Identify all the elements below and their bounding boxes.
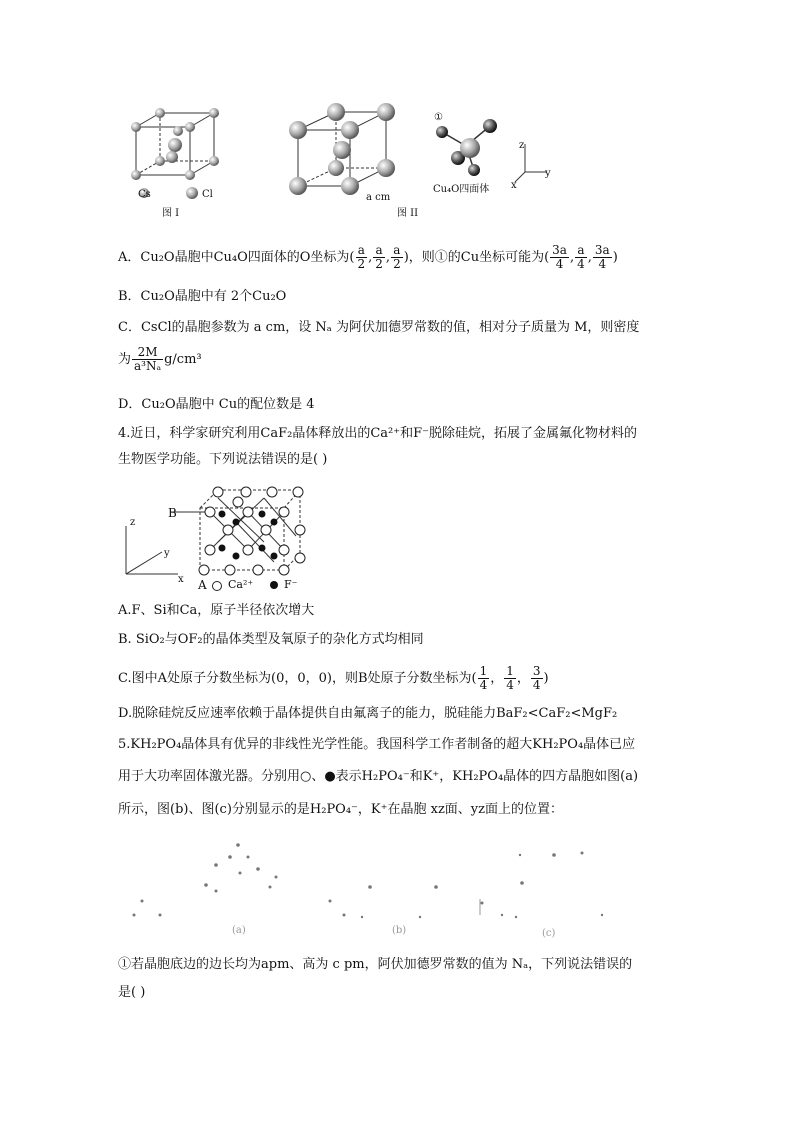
- q4-option-b: B. SiO₂与OF₂的晶体类型及氧原子的杂化方式均相同: [118, 632, 424, 647]
- cu2o-unit-cell-figure: [280, 98, 410, 208]
- q3-option-d: D．Cu₂O晶胞中 Cu的配位数是 4: [118, 397, 315, 412]
- figure-c-caption: (c): [542, 928, 556, 939]
- q5-line3: 所示，图(b)、图(c)分别显示的是H₂PO₄⁻，K⁺在晶胞 xz面、yz面上的位置：: [118, 802, 563, 817]
- f-legend-marker: [270, 581, 278, 589]
- axis-y-label: y: [545, 168, 551, 179]
- figure-b-caption: (b): [392, 925, 407, 936]
- f-legend-label: F⁻: [284, 578, 298, 591]
- axis-x-label: x: [511, 180, 517, 191]
- edge-length-label: a cm: [366, 192, 391, 203]
- tetrahedron-caption: Cu₄O四面体: [433, 184, 490, 195]
- q4-option-d: D.脱除硅烷反应速率依赖于晶体提供自由氟离子的能力，脱硅能力BaF₂<CaF₂<MgF₂: [118, 706, 618, 721]
- cs-legend-label: Cs: [138, 189, 151, 200]
- q3-option-a: A．Cu₂O晶胞中Cu₄O四面体的O坐标为( $\frac{a}{2}$ , $\frac{a}{2}$ , $\frac{a}{2}$ )，则①的Cu坐标可能为( $\frac{3a}{4}$ , $\frac{a}{4}$ , $\frac{3a}{4}$ ): [118, 243, 618, 271]
- cscl-unit-cell-figure: [120, 105, 230, 220]
- caf2-label-b: B: [168, 506, 177, 520]
- q4-stem-line2: 生物医学功能。下列说法错误的是( ): [118, 452, 328, 467]
- q4-option-a: A.F、Si和Ca，原子半径依次增大: [118, 603, 315, 618]
- caf2-axis-y: y: [164, 548, 170, 559]
- q3-option-c-line1: C．CsCl的晶胞参数为 a cm，设 Nₐ 为阿伏加德罗常数的值，相对分子质量为 M，则密度: [118, 320, 640, 335]
- q5-sub-line2: 是( ): [118, 985, 146, 1000]
- q3-option-c-line2: 为 $\frac{2M}{\text{a³Nₐ}}$ g/cm³: [118, 345, 202, 373]
- q5-line1: 5.KH₂PO₄晶体具有优异的非线性光学性能。我国科学工作者制备的超大KH₂PO₄晶体已应: [118, 737, 636, 752]
- q3-option-b: B．Cu₂O晶胞中有 2个Cu₂O: [118, 289, 287, 304]
- circled-marker-label: ①: [434, 112, 443, 123]
- q5-line2: 用于大功率固体激光器。分别用○、●表示H₂PO₄⁻和K⁺，KH₂PO₄晶体的四方晶胞如图(a): [118, 769, 639, 784]
- caf2-label-a: A: [198, 578, 207, 592]
- figure-2-caption: 图 II: [397, 208, 419, 219]
- caf2-axis-z: z: [130, 517, 136, 528]
- ca-legend-label: Ca²⁺: [228, 578, 254, 591]
- q4-option-c: C.图中A处原子分数坐标为(0，0，0)，则B处原子分数坐标为( $\frac{1}{4}$ ， $\frac{1}{4}$ ， $\frac{3}{4}$ ): [118, 664, 549, 692]
- figure-a-caption: (a): [232, 925, 246, 936]
- kh2po4-faint-figures: [130, 835, 610, 945]
- caf2-unit-cell-figure: [118, 478, 318, 593]
- axis-z-label: z: [519, 140, 525, 151]
- q4-stem-line1: 4.近日，科学家研究利用CaF₂晶体释放出的Ca²⁺和F⁻脱除硅烷，拓展了金属氟化物材料的: [118, 426, 637, 441]
- ca-legend-marker: [212, 581, 222, 591]
- cl-legend-label: Cl: [202, 189, 213, 200]
- figure-1-caption: 图 I: [162, 208, 180, 219]
- caf2-axis-x: x: [178, 574, 184, 585]
- q5-sub-line1: ①若晶胞底边的边长均为apm、高为 c pm，阿伏加德罗常数的值为 Nₐ，下列说法错误的: [118, 957, 633, 972]
